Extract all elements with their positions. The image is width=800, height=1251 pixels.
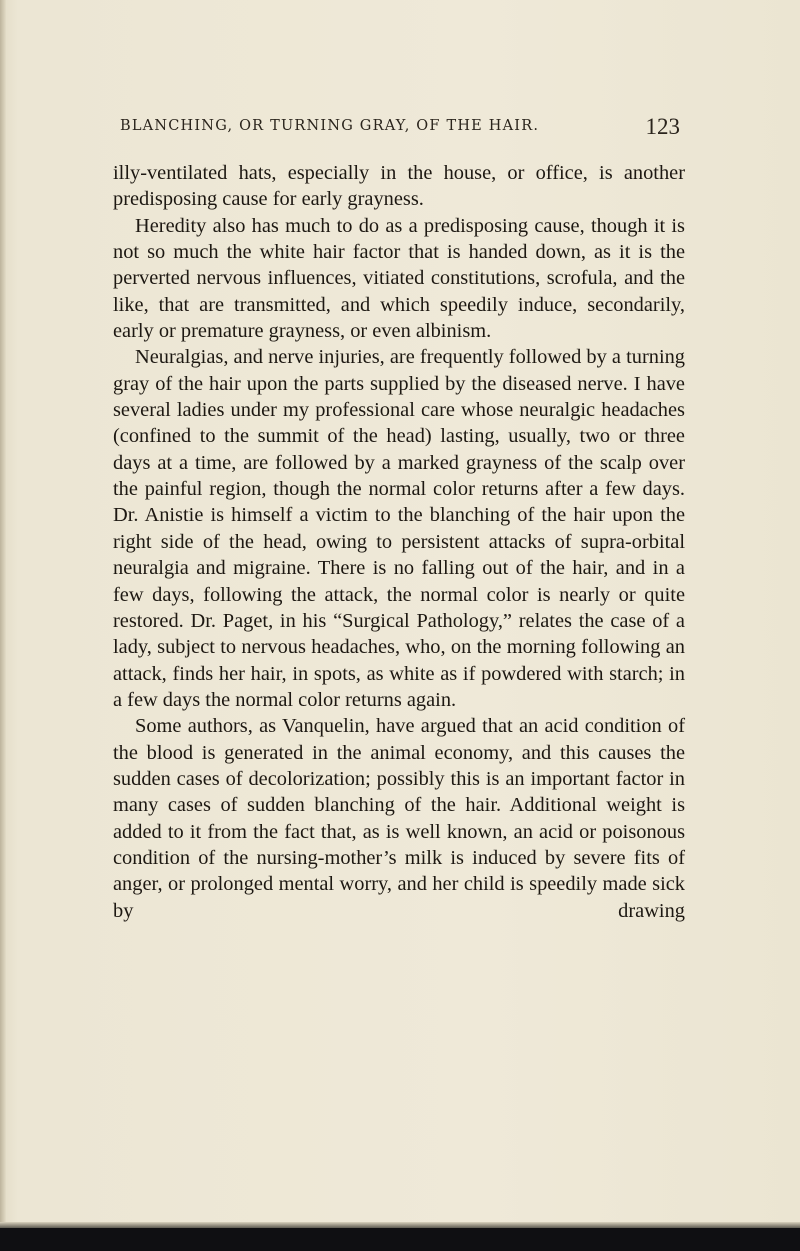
- body-text: [113, 160, 685, 924]
- page-binding-edge: [0, 0, 6, 1251]
- paragraph-heredity: Heredity also has much to do as a predisposing cause, though it is not so much the white hair factor that is handed down, as it is the perverted nervous influences, vitiated constitutions, scrofula, and the like, that are transmitted, and which speedily induce, secondarily, early or premature grayness, or even albinism.: [113, 214, 685, 343]
- page-number: 123: [645, 114, 680, 139]
- paragraph-acid-condition: Some authors, as Vanquelin, have argued that an acid condition of the blood is generated in the animal economy, and this causes the sudden cases of decolorization; possibly this is an important factor in many cases of sudden blanching of the hair. Additional weight is added to it from the fact that, as is well known, an acid or poisonous condition of the nursing-mother’s milk is induced by severe fits of anger, or prolonged mental worry, and her child is speedily made sick by drawing: [113, 715, 685, 922]
- scan-bottom-edge: [0, 1228, 800, 1251]
- running-head: [120, 114, 680, 144]
- paragraph-neuralgias: Neuralgias, and nerve injuries, are frequently followed by a turning gray of the hair upon the parts supplied by the diseased nerve. I have several ladies under my professional care whose neuralgic headaches (confined to the summit of the head) lasting, usually, two or three days at a time, are followed by a marked grayness of the scalp over the painful region, though the normal color returns after a few days. Dr. Anistie is himself a victim to the blanching of the hair upon the right side of the head, owing to persistent attacks of supra-orbital neuralgia and migraine. There is no falling out of the hair, and in a few days, following the attack, the normal color is nearly or quite restored. Dr. Paget, in his “Surgical Pathology,” relates the case of a lady, subject to nervous headaches, who, on the morning following an attack, finds her hair, in spots, as white as if powdered with starch; in a few days the normal color returns again.: [113, 346, 685, 711]
- running-head-title: BLANCHING, OR TURNING GRAY, OF THE HAIR.: [120, 118, 540, 134]
- paragraph-continuation: illy-ventilated hats, especially in the house, or office, is another predisposing cause for early grayness.: [113, 162, 685, 211]
